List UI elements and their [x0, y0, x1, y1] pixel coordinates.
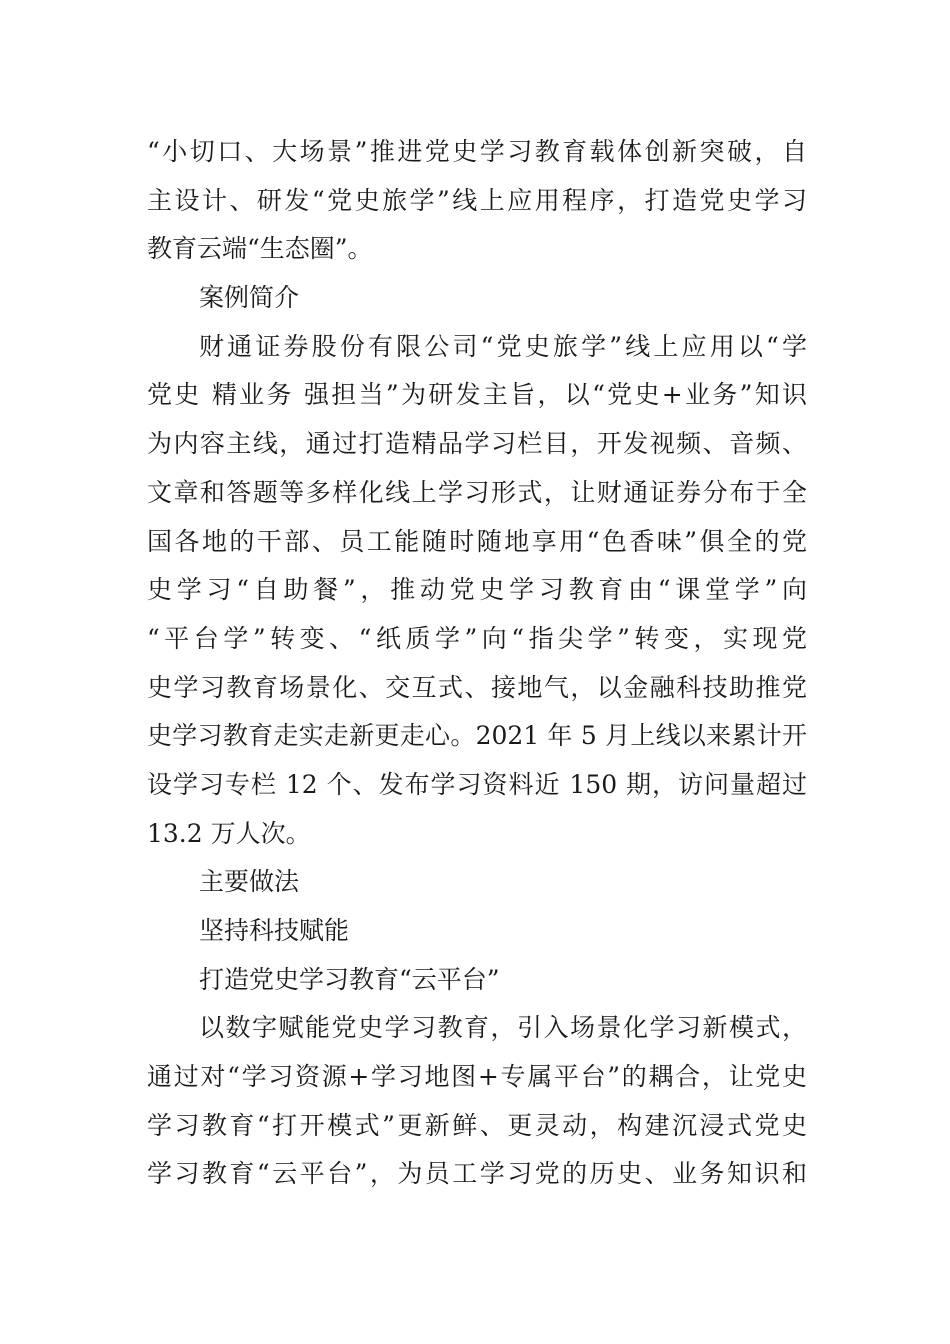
text-line: 教育云端“生态圈”。: [147, 234, 373, 264]
text-line: 史学习教育场景化、交互式、接地气，以金融科技助推党: [147, 672, 807, 702]
text-line: 文章和答题等多样化线上学习形式，让财通证券分布于全: [147, 477, 807, 507]
text-line: 打造党史学习教育“云平台”: [199, 964, 500, 994]
text-line: 学习教育“打开模式”更新鲜、更灵动，构建沉浸式党史: [147, 1110, 807, 1140]
text-line: 通过对“学习资源+学习地图+专属平台”的耦合，让党史: [147, 1062, 807, 1092]
text-line: 以数字赋能党史学习教育，引入场景化学习新模式，: [199, 1013, 807, 1043]
text-line: 党史 精业务 强担当”为研发主旨，以“党史+业务”知识: [147, 380, 807, 410]
text-line: 案例简介: [199, 283, 300, 313]
text-line: 史学习教育走实走新更走心。2021 年 5 月上线以来累计开: [147, 721, 807, 751]
text-line: 为内容主线，通过打造精品学习栏目，开发视频、音频、: [147, 429, 807, 459]
document-body: [147, 128, 807, 1199]
text-line: 13.2 万人次。: [147, 818, 311, 848]
text-line: 设学习专栏 12 个、发布学习资料近 150 期，访问量超过: [147, 769, 807, 799]
text-line: 史学习“自助餐”，推动党史学习教育由“课堂学”向: [147, 575, 807, 605]
text-line: 主要做法: [199, 867, 300, 897]
text-line: 学习教育“云平台”，为员工学习党的历史、业务知识和: [147, 1159, 807, 1189]
text-line: 财通证券股份有限公司“党史旅学”线上应用以“学: [199, 331, 807, 361]
text-line: “小切口、大场景”推进党史学习教育载体创新突破，自: [147, 137, 807, 166]
text-line: “平台学”转变、“纸质学”向“指尖学”转变，实现党: [147, 623, 807, 653]
text-line: 国各地的干部、员工能随时随地享用“色香味”俱全的党: [147, 526, 807, 556]
text-line: 坚持科技赋能: [199, 916, 350, 945]
text-line: 主设计、研发“党史旅学”线上应用程序，打造党史学习: [147, 185, 807, 215]
